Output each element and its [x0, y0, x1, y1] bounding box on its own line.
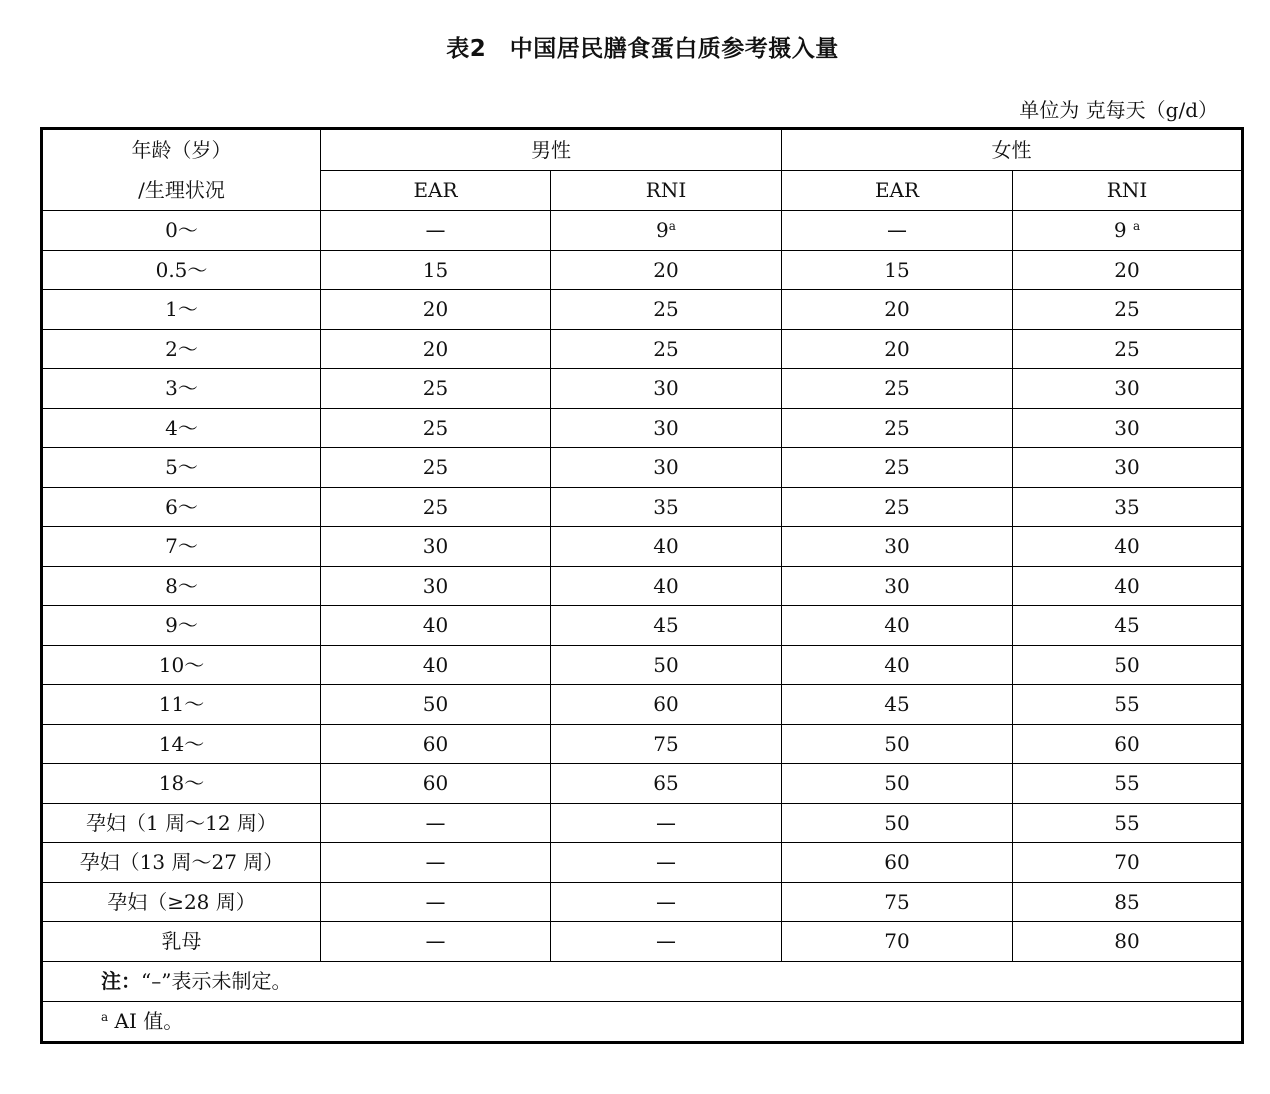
table-row — [42, 290, 1243, 330]
table-row — [42, 606, 1243, 646]
age-cell: 2～ — [42, 329, 321, 369]
male-rni-cell: 25 — [551, 329, 782, 369]
female-rni-cell: 55 — [1013, 803, 1243, 843]
male-rni-cell: — — [551, 843, 782, 883]
age-cell: 9～ — [42, 606, 321, 646]
age-cell: 孕妇（13 周～27 周） — [42, 843, 321, 883]
male-ear-cell: — — [321, 922, 551, 962]
table-row — [42, 645, 1243, 685]
male-rni-cell: 40 — [551, 566, 782, 606]
female-rni-cell: 35 — [1013, 487, 1243, 527]
male-rni-cell: 30 — [551, 369, 782, 409]
note-label: 注： — [101, 969, 141, 993]
male-ear-cell: 20 — [321, 290, 551, 330]
female-ear-cell: 20 — [782, 290, 1013, 330]
male-rni-cell: 50 — [551, 645, 782, 685]
female-rni-cell — [1013, 211, 1243, 251]
male-rni-cell: 40 — [551, 527, 782, 567]
table-row — [42, 448, 1243, 488]
male-rni-value: 9 — [656, 218, 669, 243]
male-ear-cell: 25 — [321, 487, 551, 527]
male-rni-cell: 20 — [551, 250, 782, 290]
male-rni-cell: — — [551, 803, 782, 843]
female-ear-cell: 20 — [782, 329, 1013, 369]
female-rni-cell: 40 — [1013, 566, 1243, 606]
female-ear-cell: 25 — [782, 408, 1013, 448]
table-row — [42, 566, 1243, 606]
age-column-header — [42, 129, 321, 211]
age-cell: 3～ — [42, 369, 321, 409]
note-row — [42, 961, 1243, 1001]
female-ear-cell: 40 — [782, 645, 1013, 685]
note-undefined — [42, 961, 1243, 1001]
female-ear-cell: 40 — [782, 606, 1013, 646]
age-cell: 7～ — [42, 527, 321, 567]
table-row — [42, 250, 1243, 290]
age-cell: 18～ — [42, 764, 321, 804]
unit-label: 单位为 克每天（g/d） — [1019, 98, 1218, 122]
male-ear-cell: 20 — [321, 329, 551, 369]
female-rni-cell: 25 — [1013, 290, 1243, 330]
note-row — [42, 1001, 1243, 1042]
table-row — [42, 211, 1243, 251]
male-rni-cell: 25 — [551, 290, 782, 330]
female-ear-cell: 50 — [782, 803, 1013, 843]
male-ear-cell: 50 — [321, 685, 551, 725]
table-row — [42, 764, 1243, 804]
male-ear-cell: 40 — [321, 606, 551, 646]
male-rni-cell: 35 — [551, 487, 782, 527]
female-rni-cell: 45 — [1013, 606, 1243, 646]
male-rni-cell: 45 — [551, 606, 782, 646]
table-title: 表2 中国居民膳食蛋白质参考摄入量 — [446, 36, 839, 62]
age-cell: 孕妇（≥28 周） — [42, 882, 321, 922]
female-ear-cell: 50 — [782, 764, 1013, 804]
male-rni-cell: 30 — [551, 408, 782, 448]
male-ear-cell: 15 — [321, 250, 551, 290]
male-ear-cell: 60 — [321, 724, 551, 764]
table-row — [42, 369, 1243, 409]
table-row — [42, 487, 1243, 527]
male-ear-cell: 30 — [321, 527, 551, 567]
female-rni-value: 9 — [1113, 218, 1133, 243]
age-header-line2: /生理状况 — [138, 178, 225, 202]
male-rni-cell: — — [551, 882, 782, 922]
female-ear-cell: — — [782, 211, 1013, 251]
female-rni-cell: 30 — [1013, 448, 1243, 488]
female-ear-cell: 75 — [782, 882, 1013, 922]
male-ear-cell: — — [321, 843, 551, 883]
age-cell: 孕妇（1 周～12 周） — [42, 803, 321, 843]
table-row — [42, 685, 1243, 725]
table-row — [42, 803, 1243, 843]
female-ear-cell: 25 — [782, 448, 1013, 488]
female-header: 女性 — [782, 129, 1243, 171]
age-header-line1: 年龄（岁） — [131, 138, 232, 162]
male-ear-cell: 40 — [321, 645, 551, 685]
footnote-marker: a — [668, 219, 676, 234]
female-ear-cell: 25 — [782, 487, 1013, 527]
footnote-marker: a — [1132, 219, 1141, 234]
age-cell: 11～ — [42, 685, 321, 725]
male-rni-cell: — — [551, 922, 782, 962]
footnote-marker: a — [101, 1010, 109, 1024]
table-row — [42, 724, 1243, 764]
male-ear-cell: 60 — [321, 764, 551, 804]
table-row — [42, 527, 1243, 567]
male-rni-cell: 75 — [551, 724, 782, 764]
age-cell: 6～ — [42, 487, 321, 527]
male-rni-cell: 30 — [551, 448, 782, 488]
female-ear-cell: 50 — [782, 724, 1013, 764]
female-ear-cell: 60 — [782, 843, 1013, 883]
female-ear-cell: 25 — [782, 369, 1013, 409]
female-rni-cell: 60 — [1013, 724, 1243, 764]
age-cell: 乳母 — [42, 922, 321, 962]
female-rni-cell: 40 — [1013, 527, 1243, 567]
table-row — [42, 922, 1243, 962]
male-rni-cell: 65 — [551, 764, 782, 804]
female-rni-cell: 50 — [1013, 645, 1243, 685]
male-ear-cell: 25 — [321, 408, 551, 448]
male-ear-cell: — — [321, 882, 551, 922]
note-ai — [42, 1001, 1243, 1042]
age-cell: 0.5～ — [42, 250, 321, 290]
male-ear-cell: 25 — [321, 448, 551, 488]
table-row — [42, 882, 1243, 922]
age-cell: 14～ — [42, 724, 321, 764]
female-ear-cell: 70 — [782, 922, 1013, 962]
female-ear-header: EAR — [782, 170, 1013, 211]
table-row — [42, 329, 1243, 369]
age-cell: 1～ — [42, 290, 321, 330]
male-rni-cell: 60 — [551, 685, 782, 725]
age-cell: 5～ — [42, 448, 321, 488]
female-rni-cell: 20 — [1013, 250, 1243, 290]
female-rni-cell: 30 — [1013, 408, 1243, 448]
female-rni-header: RNI — [1013, 170, 1243, 211]
age-cell: 8～ — [42, 566, 321, 606]
male-ear-cell: — — [321, 803, 551, 843]
female-rni-cell: 80 — [1013, 922, 1243, 962]
table-row — [42, 408, 1243, 448]
male-rni-cell — [551, 211, 782, 251]
male-ear-cell: 25 — [321, 369, 551, 409]
protein-intake-table — [40, 127, 1244, 1044]
male-ear-cell: 30 — [321, 566, 551, 606]
table-row — [42, 843, 1243, 883]
female-rni-cell: 55 — [1013, 685, 1243, 725]
female-rni-cell: 25 — [1013, 329, 1243, 369]
female-ear-cell: 15 — [782, 250, 1013, 290]
note-text: “–”表示未制定。 — [141, 969, 292, 993]
female-rni-cell: 85 — [1013, 882, 1243, 922]
female-rni-cell: 30 — [1013, 369, 1243, 409]
table-body — [42, 211, 1243, 1043]
female-ear-cell: 45 — [782, 685, 1013, 725]
male-rni-header: RNI — [551, 170, 782, 211]
male-ear-cell: — — [321, 211, 551, 251]
male-header: 男性 — [321, 129, 782, 171]
female-rni-cell: 70 — [1013, 843, 1243, 883]
age-cell: 0～ — [42, 211, 321, 251]
note-text: AI 值。 — [108, 1009, 184, 1033]
header-row-1 — [42, 129, 1243, 171]
female-ear-cell: 30 — [782, 527, 1013, 567]
female-rni-cell: 55 — [1013, 764, 1243, 804]
female-ear-cell: 30 — [782, 566, 1013, 606]
male-ear-header: EAR — [321, 170, 551, 211]
age-cell: 10～ — [42, 645, 321, 685]
age-cell: 4～ — [42, 408, 321, 448]
